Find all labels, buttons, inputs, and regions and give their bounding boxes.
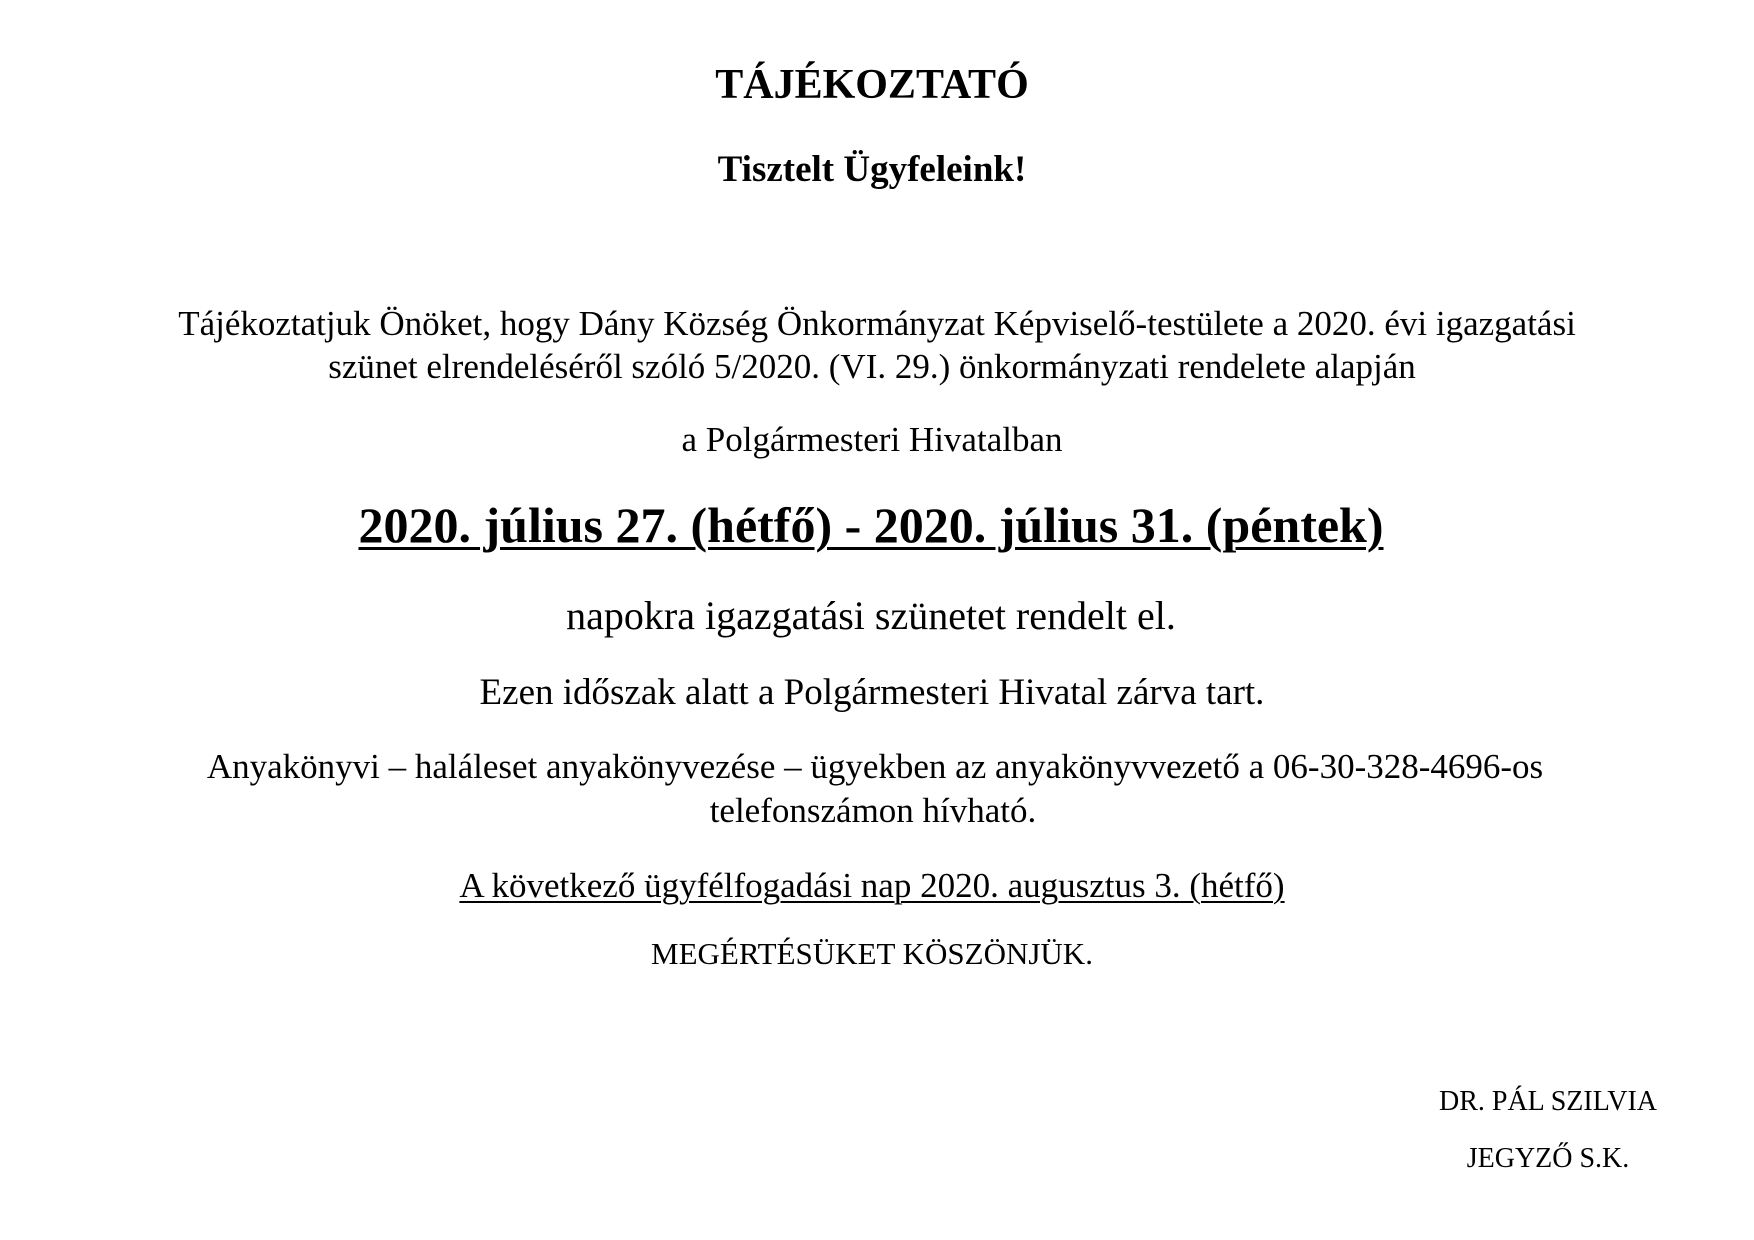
greeting: Tisztelt Ügyfeleink!	[717, 149, 1027, 190]
intro-line-2: szünet elrendeléséről szóló 5/2020. (VI. 29.) önkormányzati rendelete alapján	[328, 347, 1416, 386]
notice-title: TÁJÉKOZTATÓ	[715, 62, 1029, 108]
next-reception-day: A következő ügyfélfogadási nap 2020. augusztus 3. (hétfő)	[459, 866, 1285, 905]
registry-line-2: telefonszámon hívható.	[709, 791, 1037, 830]
office-closed-line: Ezen időszak alatt a Polgármesteri Hivatal zárva tart.	[479, 672, 1265, 713]
signer-title: JEGYZŐ S.K.	[1466, 1143, 1630, 1174]
signer-name: DR. PÁL SZILVIA	[1438, 1086, 1658, 1117]
closure-date-range: 2020. július 27. (hétfő) - 2020. július 31. (péntek)	[358, 497, 1384, 553]
office-line: a Polgármesteri Hivatalban	[681, 420, 1063, 459]
registry-line-1: Anyakönyvi – haláleset anyakönyvezése – ügyekben az anyakönyvvezető a 06-30-328-4696-os	[206, 747, 1544, 786]
intro-line-1: Tájékoztatjuk Önöket, hogy Dány Község Önkormányzat Képviselő-testülete a 2020. évi igazgatási	[178, 304, 1576, 343]
thanks-line: MEGÉRTÉSÜKET KÖSZÖNJÜK.	[651, 936, 1093, 971]
closure-days-line: napokra igazgatási szünetet rendelt el.	[566, 593, 1176, 638]
